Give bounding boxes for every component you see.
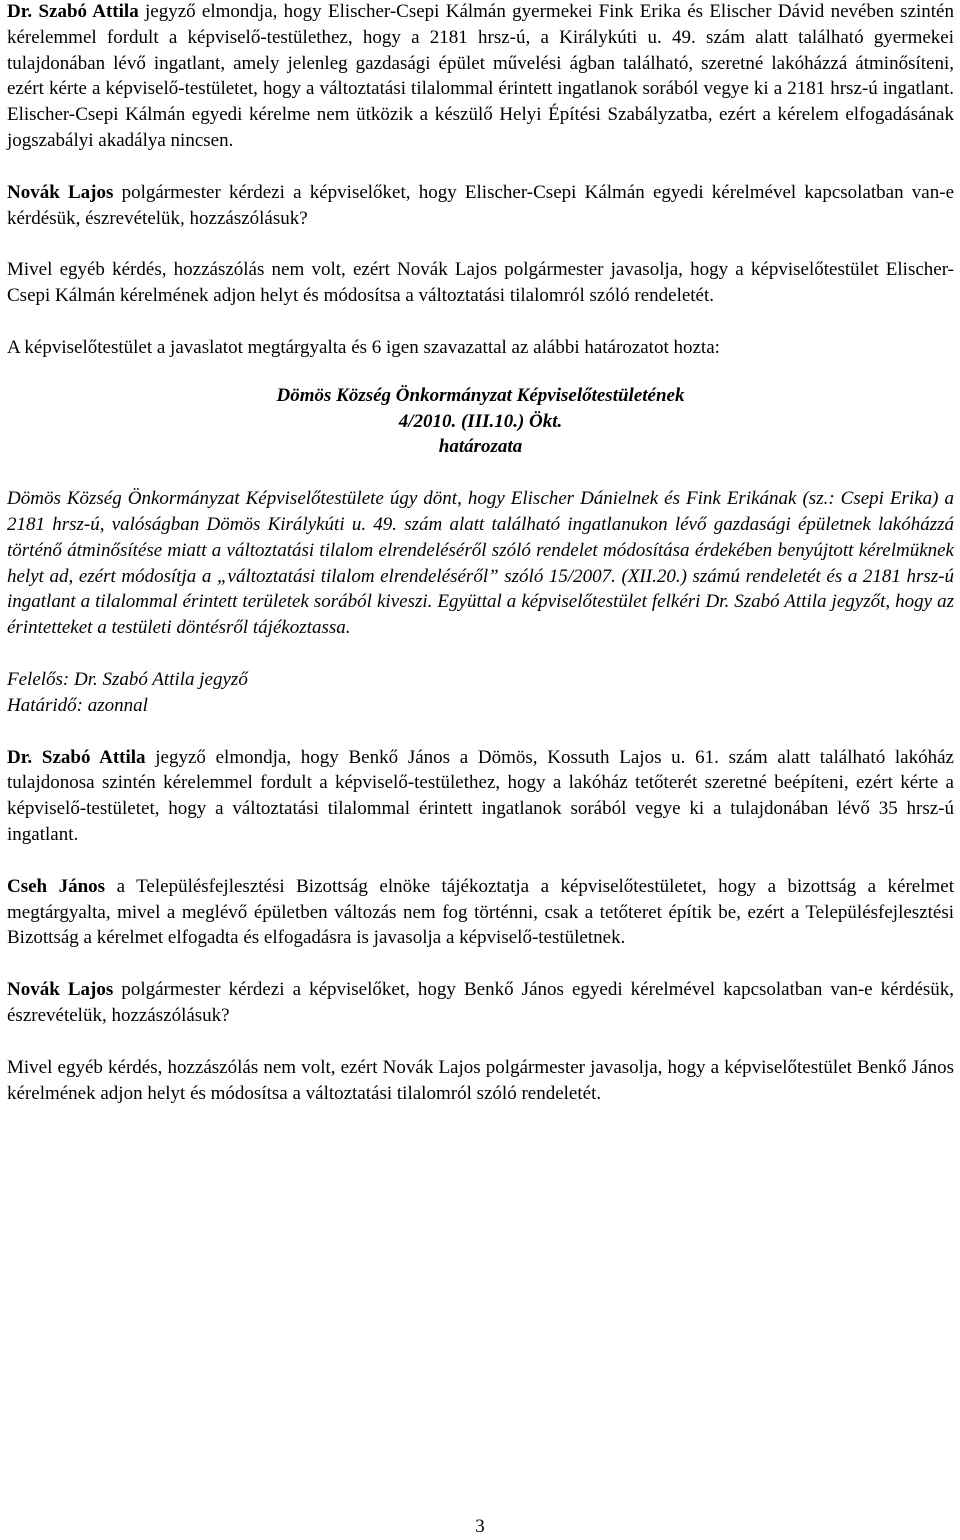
responsible-line: Felelős: Dr. Szabó Attila jegyző xyxy=(7,668,248,690)
paragraph-text: jegyző elmondja, hogy Benkő János a Dömös, Kossuth Lajos u. 61. szám alatt található lakóház tulajdonosa szintén kérelemmel fordult a képviselő-testülethez, hogy a lakóház tetőterét szeretné beépíteni, ezért kérte a képviselő-testületet, hogy a változtatási tilalommal érintett ingatlanok sorából vegye ki a tulajdonában lévő 35 hrsz-ú ingatlant. xyxy=(7,746,954,845)
speaker-name: Novák Lajos xyxy=(7,181,114,203)
paragraph-mayor-question-1 xyxy=(7,180,954,232)
resolution-responsible xyxy=(7,667,954,719)
paragraph-notary-statement-2 xyxy=(7,745,954,848)
paragraph-mayor-proposal-1: Mivel egyéb kérdés, hozzászólás nem volt, ezért Novák Lajos polgármester javasolja, hogy a képviselőtestület Elischer-Csepi Kálmán kérelmének adjon helyt és módosítsa a változtatási tilalomról szóló rendeletét. xyxy=(7,259,954,307)
resolution-heading-line1: Dömös Község Önkormányzat Képviselőtestületének xyxy=(276,384,685,406)
resolution-body: Dömös Község Önkormányzat Képviselőtestülete úgy dönt, hogy Elischer Dánielnek és Fink Erikának (sz.: Csepi Erika) a 2181 hrsz-ú, valóságban Dömös Királykúti u. 49. szám alatt található ingatlanukon lévő gazdasági épületnek lakóházzá történő átminősítése miatt a változtatási tilalom elrendeléséről szóló rendelet módosítása érdekében benyújtott kérelmüknek helyt ad, ezért módosítja a „változtatási tilalom elrendeléséről” szóló 15/2007. (XII.20.) számú rendeletét és a 2181 hrsz-ú ingatlant a tilalommal érintett területek sorából kiveszi. Együttal a képviselőtestület felkéri Dr. Szabó Attila jegyzőt, hogy az érintetteket a testületi döntésről tájékoztassa. xyxy=(7,488,954,639)
speaker-name: Dr. Szabó Attila xyxy=(7,746,146,768)
resolution-heading-line3: határozata xyxy=(438,436,523,458)
document-page xyxy=(7,0,954,1106)
speaker-name: Cseh János xyxy=(7,875,106,897)
speaker-name: Dr. Szabó Attila xyxy=(7,1,139,22)
paragraph-text: polgármester kérdezi a képviselőket, hogy Benkő János egyedi kérelmével kapcsolatban van-e kérdésük, észrevételük, hozzászólásuk? xyxy=(7,979,955,1026)
speaker-name: Novák Lajos xyxy=(7,979,114,1001)
paragraph-notary-statement-1 xyxy=(7,0,954,154)
paragraph-text: polgármester kérdezi a képviselőket, hogy Elischer-Csepi Kálmán egyedi kérelmével kapcsolatban van-e kérdésük, észrevételük, hozzászólásuk? xyxy=(7,181,954,229)
page-number: 3 xyxy=(475,1516,485,1537)
deadline-line: Határidő: azonnal xyxy=(7,694,148,716)
paragraph-vote-result: A képviselőtestület a javaslatot megtárgyalta és 6 igen szavazattal az alábbi határozatot hozta: xyxy=(7,336,720,358)
paragraph-mayor-proposal-2: Mivel egyéb kérdés, hozzászólás nem volt, ezért Novák Lajos polgármester javasolja, hogy a képviselőtestület Benkő János kérelmének adjon helyt és módosítsa a változtatási tilalomról szóló rendeletét. xyxy=(7,1056,954,1104)
paragraph-text: a Településfejlesztési Bizottság elnöke tájékoztatja a képviselőtestületet, hogy a bizottság a kérelmet megtárgyalta, mivel a meglévő épületben változás nem fog történni, csak a tetőteret építik be, ezért a Településfejlesztési Bizottság a kérelmet elfogadta és elfogadásra is javasolja a képviselő-testületnek. xyxy=(7,875,955,949)
paragraph-text: jegyző elmondja, hogy Elischer-Csepi Kálmán gyermekei Fink Erika és Elischer Dávid nevében szintén kérelemmel fordult a képviselő-testülethez, hogy a 2181 hrsz-ú, a Királykúti u. 49. szám alatt található gyermekei tulajdonában lévő ingatlant, amely jelenleg gazdasági épület művelési ágban található, szeretné lakóházzá átminősíteni, ezért kérte a képviselő-testületet, hogy a változtatási tilalommal érintett ingatlanok sorából vegye ki a 2181 hrsz-ú ingatlant. Elischer-Csepi Kálmán egyedi kérelme nem ütközik a készülő Helyi Építési Szabályzatba, ezért a kérelem elfogadásának jogszabályi akadálya nincsen. xyxy=(7,1,954,151)
resolution-number: 4/2010. (III.10.) Ökt. xyxy=(398,410,563,432)
paragraph-committee-report xyxy=(7,874,954,951)
paragraph-mayor-question-2 xyxy=(7,977,954,1029)
resolution-heading xyxy=(7,383,954,460)
